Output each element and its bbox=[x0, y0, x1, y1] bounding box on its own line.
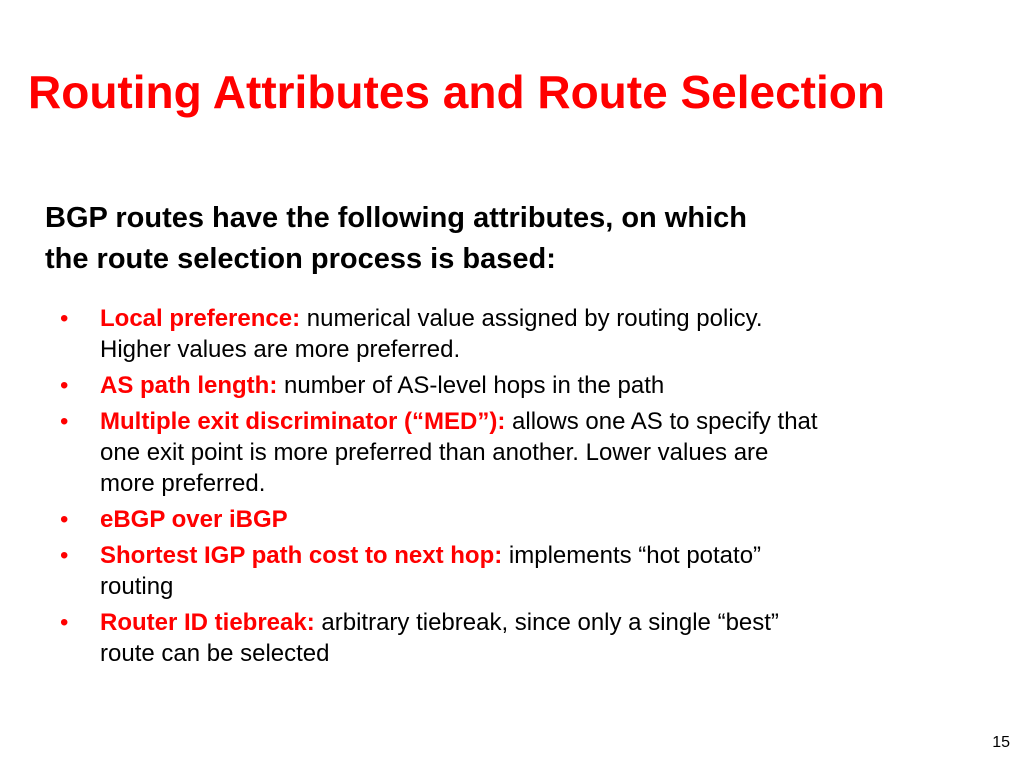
bullet-first-line bbox=[100, 607, 960, 638]
list-item bbox=[60, 540, 960, 602]
bullet-first-line bbox=[100, 303, 960, 334]
attribute-description: number of AS-level hops in the path bbox=[277, 372, 665, 399]
bullet-icon: • bbox=[60, 609, 69, 636]
attribute-description: allows one AS to specify that bbox=[505, 408, 818, 435]
bullet-icon: • bbox=[60, 372, 69, 399]
intro-line: the route selection process is based: bbox=[45, 243, 556, 275]
slide-title: Routing Attributes and Route Selection bbox=[28, 66, 885, 118]
attribute-description-continued: more preferred. bbox=[100, 470, 266, 497]
intro-line: BGP routes have the following attributes, on which bbox=[45, 202, 747, 234]
attribute-description-continued: one exit point is more preferred than another. Lower values are bbox=[100, 439, 769, 466]
attribute-list bbox=[60, 303, 960, 674]
attribute-term: AS path length: bbox=[100, 372, 278, 399]
attribute-term: Shortest IGP path cost to next hop: bbox=[100, 542, 503, 569]
attribute-description-continued: Higher values are more preferred. bbox=[100, 336, 461, 363]
attribute-term: Local preference: bbox=[100, 305, 301, 332]
intro-text bbox=[45, 198, 945, 280]
attribute-term: Multiple exit discriminator (“MED”): bbox=[100, 408, 506, 435]
list-item bbox=[60, 607, 960, 669]
list-item bbox=[60, 303, 960, 365]
attribute-description: implements “hot potato” bbox=[502, 542, 762, 569]
list-item bbox=[60, 504, 960, 535]
attribute-term: Router ID tiebreak: bbox=[100, 609, 315, 636]
bullet-first-line bbox=[100, 406, 960, 437]
page-number: 15 bbox=[992, 734, 1010, 751]
bullet-icon: • bbox=[60, 305, 69, 332]
bullet-first-line bbox=[100, 504, 960, 535]
attribute-description: numerical value assigned by routing policy. bbox=[300, 305, 763, 332]
attribute-description-continued: route can be selected bbox=[100, 640, 330, 667]
attribute-term: eBGP over iBGP bbox=[100, 506, 288, 533]
list-item bbox=[60, 370, 960, 401]
bullet-icon: • bbox=[60, 506, 69, 533]
bullet-first-line bbox=[100, 370, 960, 401]
bullet-first-line bbox=[100, 540, 960, 571]
attribute-description-continued: routing bbox=[100, 573, 174, 600]
attribute-description: arbitrary tiebreak, since only a single “best” bbox=[314, 609, 779, 636]
list-item bbox=[60, 406, 960, 499]
bullet-icon: • bbox=[60, 408, 69, 435]
bullet-icon: • bbox=[60, 542, 69, 569]
